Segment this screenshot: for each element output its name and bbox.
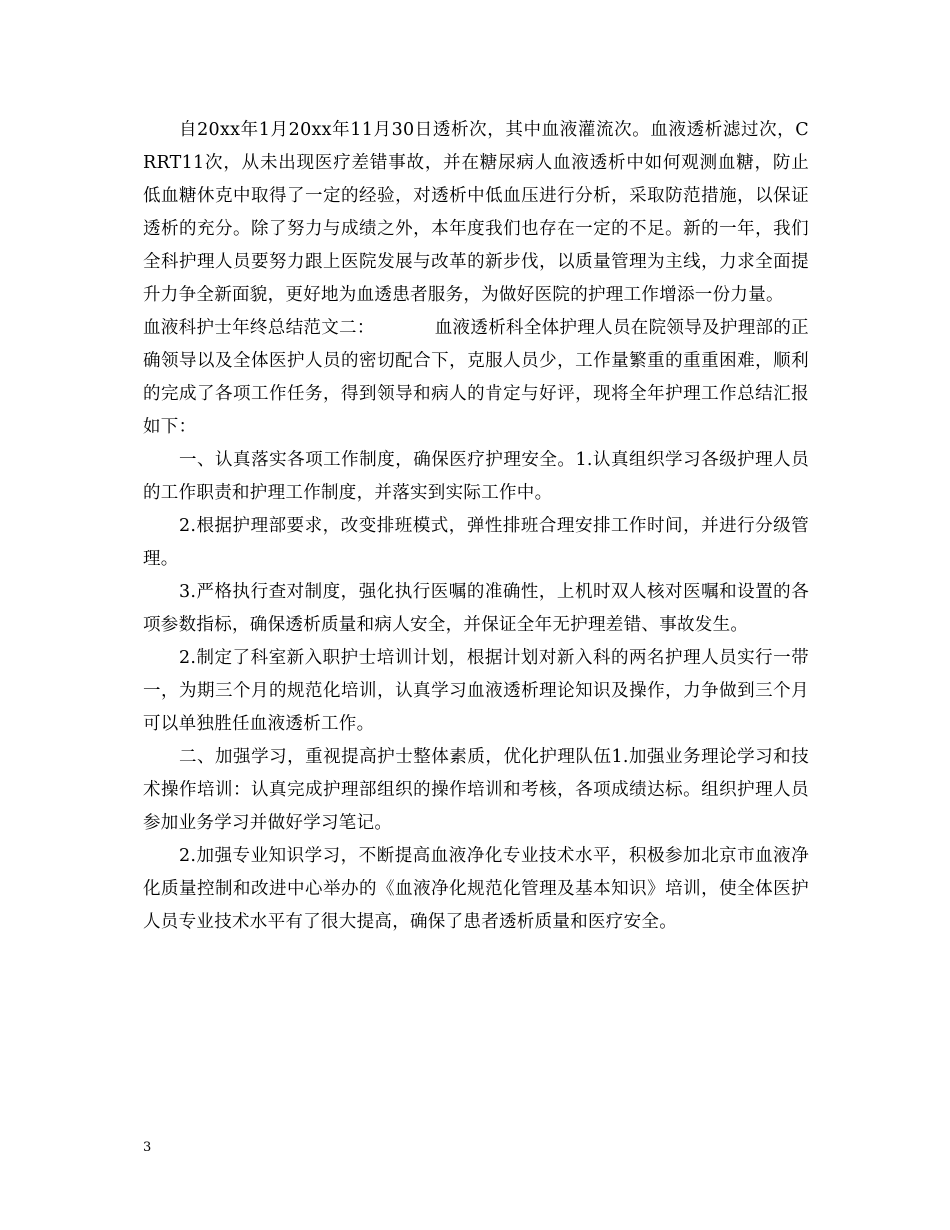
paragraph-verification: 3.严格执行查对制度，强化执行医嘱的准确性，上机时双人核对医嘱和设置的各项参数指标，确保透析质量和病人安全，并保证全年无护理差错、事故发生。: [143, 582, 809, 635]
paragraph-scheduling: 2.根据护理部要求，改变排班模式，弹性排班合理安排工作时间，并进行分级管理。: [143, 516, 809, 569]
paragraph-work-system: 一、认真落实各项工作制度，确保医疗护理安全。1.认真组织学习各级护理人员的工作职责和护理工作制度，并落实到实际工作中。: [143, 450, 809, 503]
paragraph-training-plan: 2.制定了科室新入职护士培训计划，根据计划对新入科的两名护理人员实行一带一，为期三个月的规范化培训，认真学习血液透析理论知识及操作，力争做到三个月可以单独胜任血液透析工作。: [143, 648, 809, 734]
sample-two-heading: 血液科护士年终总结范文二：: [143, 318, 375, 338]
document-body: [143, 114, 809, 939]
paragraph-sample-two: [143, 312, 809, 444]
paragraph-strengthen-learning: 二、加强学习，重视提高护士整体素质，优化护理队伍1.加强业务理论学习和技术操作培训：认真完成护理部组织的操作培训和考核，各项成绩达标。组织护理人员参加业务学习并做好学习笔记。: [143, 747, 809, 833]
paragraph-professional-knowledge: 2.加强专业知识学习，不断提高血液净化专业技术水平，积极参加北京市血液净化质量控制和改进中心举办的《血液净化规范化管理及基本知识》培训，使全体医护人员专业技术水平有了很大提高，确保了患者透析质量和医疗安全。: [143, 846, 809, 932]
page-number: 3: [143, 1140, 152, 1155]
paragraph-dialysis-statistics: 自20xx年1月20xx年11月30日透析次，其中血液灌流次。血液透析滤过次，CRRT11次，从未出现医疗差错事故，并在糖尿病人血液透析中如何观测血糖，防止低血糖休克中取得了一定的经验，对透析中低血压进行分析，采取防范措施，以保证透析的充分。除了努力与成绩之外，本年度我们也存在一定的不足。新的一年，我们全科护理人员要努力跟上医院发展与改革的新步伐，以质量管理为主线，力求全面提升力争全新面貌，更好地为血透患者服务，为做好医院的护理工作增添一份力量。: [143, 120, 809, 305]
sample-two-intro: 血液透析科全体护理人员在院领导及护理部的正确领导以及全体医护人员的密切配合下，克服人员少，工作量繁重的重重困难，顺利的完成了各项工作任务，得到领导和病人的肯定与好评，现将全年护理工作总结汇报如下：: [143, 318, 809, 437]
